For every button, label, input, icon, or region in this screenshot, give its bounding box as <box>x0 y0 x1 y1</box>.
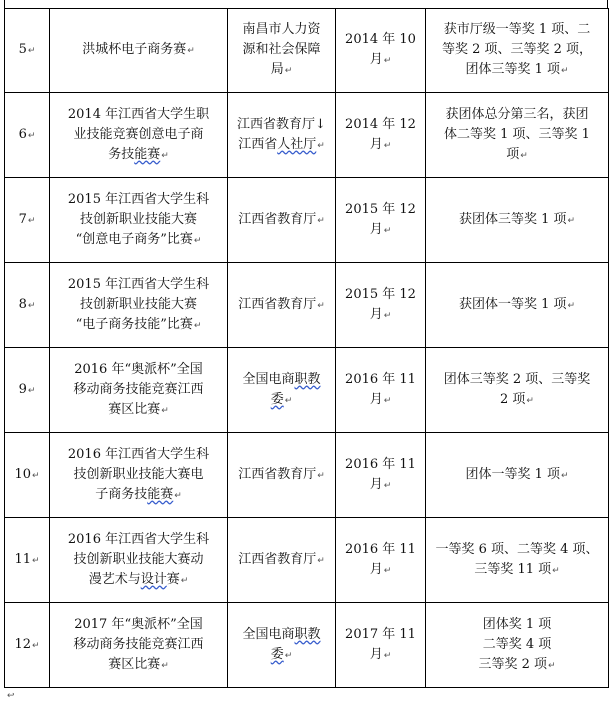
organizer-cell <box>228 93 336 178</box>
paragraph-mark: ↵ <box>383 310 392 321</box>
paragraph-mark: ↵ <box>561 66 569 76</box>
date-line: 月 <box>369 391 383 407</box>
date-line: 月 <box>369 306 383 322</box>
award-line: 获团体一等奖 1 项 <box>458 296 567 312</box>
paragraph-mark: ↵ <box>317 215 325 226</box>
award-cell <box>426 348 609 433</box>
table-row <box>5 603 609 688</box>
organizer-line: 江西省教育厅↓ <box>237 116 326 132</box>
row-number: 9 <box>18 381 27 397</box>
award-line: 一等奖 6 项、二等奖 4 项、 <box>435 541 599 557</box>
spellcheck-underline: 职教 <box>294 626 321 642</box>
organizer-cell <box>228 178 336 263</box>
row-number-cell <box>5 93 50 178</box>
row-number: 8 <box>18 296 27 312</box>
award-line: 获市厅级一等奖 1 项、二 <box>443 22 591 37</box>
organizer-cell <box>228 9 336 93</box>
paragraph-mark: ↵ <box>27 300 36 311</box>
date-line: 2015 年 12 <box>345 286 416 302</box>
date-line: 2016 年 11 <box>345 541 416 557</box>
competition-line: 务技能赛 <box>108 146 161 162</box>
award-line: 三等奖 2 项 <box>478 656 547 672</box>
organizer-cell <box>228 263 336 348</box>
table-row <box>5 433 609 518</box>
paragraph-mark: ↵ <box>317 300 325 311</box>
row-number: 6 <box>18 126 27 142</box>
paragraph-mark: ↵ <box>27 130 36 141</box>
competition-line: 技创新职业技能大赛动 <box>73 551 204 567</box>
award-line: 体二等奖 1 项、三等奖 1 <box>444 126 590 142</box>
paragraph-mark: ↵ <box>187 46 195 56</box>
award-cell <box>426 603 609 688</box>
award-cell <box>426 518 609 603</box>
spellcheck-underline: 委 <box>270 391 284 407</box>
paragraph-mark: ↵ <box>383 480 392 491</box>
organizer-line: 江西省人社厅 <box>238 136 317 152</box>
competition-line: 2016 年江西省大学生科 <box>67 446 210 462</box>
organizer-cell <box>228 518 336 603</box>
date-line: 月 <box>369 221 383 237</box>
date-cell <box>336 603 426 688</box>
paragraph-mark: ↵ <box>27 46 36 56</box>
date-line: 2014 年 12 <box>345 116 416 132</box>
paragraph-mark: ↵ <box>383 565 392 576</box>
paragraph-mark: ↵ <box>32 470 40 481</box>
award-line: 获团体三等奖 1 项 <box>458 211 567 227</box>
competition-line: 2016 年“奥派杯”全国 <box>74 361 203 377</box>
paragraph-mark: ↵ <box>174 490 182 501</box>
competition-line: 2015 年江西省大学生科 <box>67 276 210 292</box>
organizer-cell <box>228 603 336 688</box>
competition-cell <box>50 178 228 263</box>
paragraph-mark: ↵ <box>317 470 325 481</box>
award-cell <box>426 93 609 178</box>
date-cell <box>336 433 426 518</box>
competition-line: 2014 年江西省大学生职 <box>67 106 210 122</box>
organizer-cell <box>228 348 336 433</box>
paragraph-mark: ↵ <box>567 215 576 226</box>
date-line: 月 <box>369 52 383 67</box>
competition-line: 赛区比赛 <box>108 656 161 672</box>
competition-cell <box>50 93 228 178</box>
date-line: 月 <box>369 646 383 662</box>
competition-line: 业技能竞赛创意电子商 <box>73 126 204 142</box>
award-line: 团体奖 1 项 <box>482 616 552 632</box>
date-cell <box>336 93 426 178</box>
spellcheck-underline: 能赛 <box>147 486 174 502</box>
organizer-line <box>271 392 284 407</box>
row-number: 12 <box>14 636 31 652</box>
competition-line: 技创新职业技能大赛 <box>79 296 197 312</box>
row-number: 10 <box>14 466 31 482</box>
date-line: 2015 年 12 <box>345 201 416 217</box>
paragraph-mark: ↵ <box>32 555 40 566</box>
competition-cell <box>50 9 228 93</box>
row-number-cell <box>5 348 50 433</box>
organizer-line: 江西省教育厅 <box>238 296 317 312</box>
award-line: 团体三等奖 1 项 <box>465 62 560 77</box>
competition-line: 赛区比赛 <box>108 401 161 417</box>
paragraph-mark: ↵ <box>383 650 392 661</box>
table-row <box>5 9 609 93</box>
competition-cell <box>50 518 228 603</box>
date-line: 月 <box>369 476 383 492</box>
paragraph-mark: ↵ <box>193 235 202 246</box>
award-line: 等奖 2 项、三等奖 2 项， <box>441 42 593 57</box>
paragraph-mark: ↵ <box>567 300 576 311</box>
spellcheck-underline: 设计 <box>140 571 167 587</box>
table-row <box>5 348 609 433</box>
paragraph-mark: ↵ <box>383 56 392 66</box>
organizer-cell <box>228 433 336 518</box>
competition-line: 移动商务技能竞赛江西 <box>73 636 204 652</box>
organizer-line: 局 <box>270 62 284 77</box>
paragraph-mark: ↵ <box>526 395 534 406</box>
competition-line: 子商务技能赛 <box>95 486 174 502</box>
awards-table <box>4 8 609 688</box>
competition-cell <box>50 603 228 688</box>
competition-cell <box>50 263 228 348</box>
organizer-line: 全国电商职教 <box>242 371 321 387</box>
award-cell <box>426 178 609 263</box>
competition-cell <box>50 433 228 518</box>
award-line: 团体一等奖 1 项 <box>465 466 560 482</box>
award-line: 二等奖 4 项 <box>482 636 552 652</box>
date-line: 2016 年 11 <box>345 371 416 387</box>
competition-line: 移动商务技能竞赛江西 <box>73 381 204 397</box>
table-border-top-left <box>4 0 5 8</box>
paragraph-mark: ↵ <box>317 140 325 151</box>
organizer-line: 南昌市人力资 <box>242 22 321 37</box>
award-line: 三等奖 11 项 <box>474 561 552 577</box>
paragraph-mark: ↵ <box>383 395 392 406</box>
date-line: 2017 年 11 <box>345 626 416 642</box>
date-cell <box>336 348 426 433</box>
row-number-cell <box>5 263 50 348</box>
award-cell <box>426 433 609 518</box>
paragraph-mark: ↵ <box>27 385 36 396</box>
date-line: 月 <box>369 561 383 577</box>
table-row <box>5 263 609 348</box>
row-number: 5 <box>18 42 27 57</box>
date-line: 月 <box>369 136 383 152</box>
paragraph-mark: ↵ <box>32 640 40 651</box>
paragraph-mark: ↵ <box>161 150 169 161</box>
table-row <box>5 93 609 178</box>
competition-line: 技创新职业技能大赛电 <box>73 466 204 482</box>
table-row <box>5 178 609 263</box>
organizer-line: 江西省教育厅 <box>238 466 317 482</box>
awards-table-body <box>5 9 609 688</box>
competition-line: 技创新职业技能大赛 <box>79 211 197 227</box>
row-number-cell <box>5 433 50 518</box>
competition-line: 漫艺术与设计赛 <box>88 571 180 587</box>
spellcheck-underline: 职教 <box>294 371 321 387</box>
row-number-cell <box>5 518 50 603</box>
row-number-cell <box>5 9 50 93</box>
award-line: 获团体总分第三名，获团 <box>445 106 589 122</box>
organizer-line <box>271 647 284 662</box>
competition-line: “电子商务技能”比赛 <box>75 316 193 332</box>
table-row <box>5 518 609 603</box>
date-cell <box>336 9 426 93</box>
date-cell <box>336 178 426 263</box>
paragraph-end-mark: ↩ <box>7 691 15 701</box>
paragraph-mark: ↵ <box>383 225 392 236</box>
paragraph-mark: ↵ <box>284 395 293 406</box>
competition-line: 2015 年江西省大学生科 <box>67 191 210 207</box>
paragraph-mark: ↵ <box>317 555 325 566</box>
date-line: 2016 年 11 <box>345 456 416 472</box>
organizer-line: 源和社会保障 <box>242 42 321 57</box>
paragraph-mark: ↵ <box>27 215 36 226</box>
date-cell <box>336 518 426 603</box>
spellcheck-underline: 能赛 <box>134 146 161 162</box>
row-number-cell <box>5 178 50 263</box>
competition-line: “创意电子商务”比赛 <box>75 231 193 247</box>
paragraph-mark: ↵ <box>284 650 293 661</box>
paragraph-mark: ↵ <box>520 150 528 161</box>
award-line: 团体三等奖 2 项、三等奖 <box>443 371 591 387</box>
competition-line: 洪城杯电子商务赛 <box>82 42 187 57</box>
paragraph-mark: ↵ <box>383 140 392 151</box>
award-cell <box>426 263 609 348</box>
organizer-line: 江西省教育厅 <box>238 551 317 567</box>
organizer-line: 全国电商职教 <box>242 626 321 642</box>
row-number-cell <box>5 603 50 688</box>
award-cell <box>426 9 609 93</box>
table-border-top-right <box>607 0 608 8</box>
paragraph-mark: ↵ <box>552 565 560 576</box>
date-line: 2014 年 10 <box>345 32 416 47</box>
paragraph-mark: ↵ <box>548 660 556 671</box>
competition-line: 2016 年江西省大学生科 <box>67 531 210 547</box>
paragraph-mark: ↵ <box>284 66 293 76</box>
organizer-line: 江西省教育厅 <box>238 211 317 227</box>
competition-cell <box>50 348 228 433</box>
paragraph-mark: ↵ <box>161 405 169 416</box>
paragraph-mark: ↵ <box>561 470 569 481</box>
paragraph-mark: ↵ <box>193 320 202 331</box>
paragraph-mark: ↵ <box>161 660 169 671</box>
spellcheck-underline: 人社厅 <box>277 136 317 152</box>
award-line: 2 项 <box>500 391 526 407</box>
competition-line: 2017 年“奥派杯”全国 <box>74 616 203 632</box>
award-line: 项 <box>506 146 520 162</box>
paragraph-mark: ↵ <box>180 575 189 586</box>
spellcheck-underline: 委 <box>270 646 284 662</box>
date-cell <box>336 263 426 348</box>
row-number: 7 <box>18 211 27 227</box>
row-number: 11 <box>14 551 31 567</box>
